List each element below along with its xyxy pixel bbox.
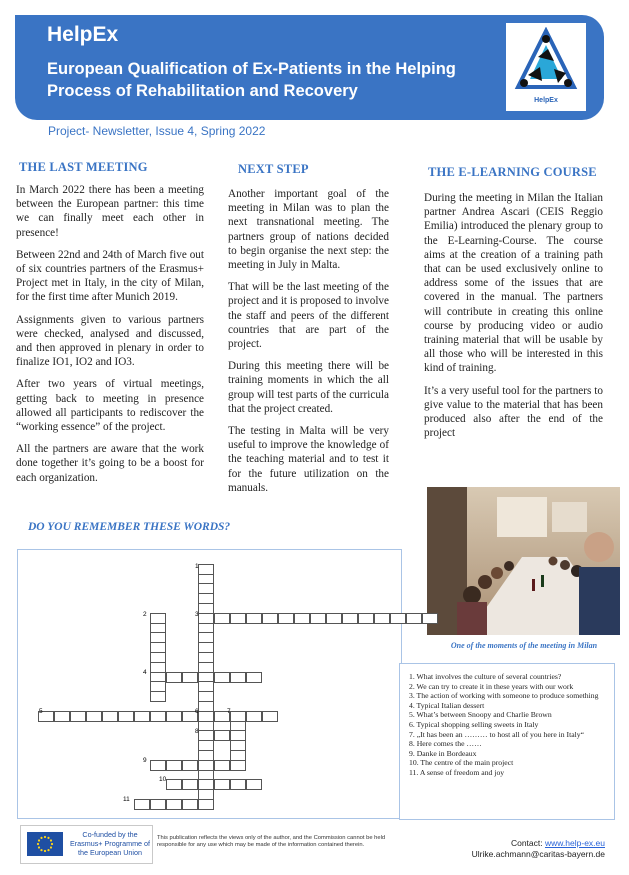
eu-flag-icon (27, 832, 63, 856)
website-link[interactable]: www.help-ex.eu (544, 838, 605, 848)
paragraph: Between 22nd and 24th of March five out of six countries partners of the Erasmus+ Project met in Italy, in the city of Milan, for the first time after Munich 2019. (16, 248, 204, 304)
crossword-cell[interactable] (118, 711, 134, 722)
clue-number: 9 (143, 757, 147, 764)
crossword-cell[interactable] (102, 711, 118, 722)
crossword-cell[interactable] (278, 613, 294, 624)
newsletter-header (15, 15, 604, 120)
paragraph: The testing in Malta will be very useful to improve the knowledge of the teaching material and to test it for the future utilization on the manuals. (228, 425, 389, 494)
crossword-cell[interactable] (182, 760, 198, 771)
crossword-cell[interactable] (422, 613, 438, 624)
clue-item: 3. The action of working with someone to produce something (409, 691, 599, 701)
last-meeting-heading: THE LAST MEETING (19, 160, 148, 174)
clue-number: 11 (123, 796, 130, 803)
paragraph: It’s a very useful tool for the partners to give value to the material that has been produced also after the end of the project (424, 384, 603, 440)
paragraph: During the meeting in Milan the Italian partner Andrea Ascari (CEIS Reggio Emilia) introduced the plenary group to the E-Learning-Course. The course aims at the creation of a training path that can be used exclusively online to address some of the issues that are covered in the manual. The partners will contribute in creating this online course by producing video or audio training material that will be usable by all those who will be interested in this kind of training. (424, 192, 603, 375)
clue-item: 8. Here comes the …… (409, 739, 482, 749)
eu-funding-badge (20, 825, 153, 864)
clue-number: 8 (195, 728, 199, 735)
meeting-photo (427, 487, 620, 635)
crossword-cell[interactable] (246, 672, 262, 683)
crossword-cell[interactable] (262, 613, 278, 624)
clue-item: 5. What’s between Snoopy and Charlie Brown (409, 710, 552, 720)
crossword-cell[interactable] (150, 711, 166, 722)
crossword-cell[interactable] (214, 760, 230, 771)
header-title: HelpEx (47, 23, 119, 46)
clue-item: 6. Typical shopping selling sweets in Italy (409, 719, 539, 729)
crossword-cell[interactable] (246, 779, 262, 790)
crossword-cell[interactable] (166, 779, 182, 790)
photo-caption: One of the moments of the meeting in Milan (450, 641, 598, 650)
crossword-cell[interactable] (214, 779, 230, 790)
crossword-cell[interactable] (166, 672, 182, 683)
clue-number: 2 (143, 611, 147, 618)
crossword-cell[interactable] (214, 730, 230, 741)
crossword-cell[interactable] (342, 613, 358, 624)
clue-item: 7. „It has been an ……… to host all of you here in Italy“ (409, 729, 585, 739)
paragraph: That will be the last meeting of the project and it is proposed to involve the staff and peers of the different countries that are part of the project. (228, 281, 389, 351)
meeting-photo-image (427, 487, 620, 635)
crossword-grid (18, 550, 401, 818)
triangle-logo-icon (514, 27, 578, 95)
crossword-cell[interactable] (134, 799, 150, 810)
crossword-cell[interactable] (182, 672, 198, 683)
clue-item: 10. The centre of the main project (409, 758, 514, 768)
crossword-cell[interactable] (166, 711, 182, 722)
paragraph: Assignments given to various partners were checked, analysed and discussed, and then approved in plenary in order to finalize IO1, IO2 and IO3. (16, 313, 204, 369)
contact-email[interactable]: Ulrike.achmann@caritas-bayern.de (471, 849, 605, 859)
paragraph: During this meeting there will be training moments in which the all group will test parts of the curricula that the project created. (228, 360, 389, 415)
crossword-cell[interactable] (166, 760, 182, 771)
crossword-frame (17, 549, 402, 819)
disclaimer: This publication reflects the views only of the author, and the Commission cannot be held responsible for any use which may be made of the information contained therein. (157, 835, 386, 848)
paragraph: Another important goal of the meeting in Milan was to plan the next transnational meeting. The partners group of nations decided to begin organise the next step: the meeting in July in Malta. (228, 188, 389, 272)
header-subtitle: European Qualification of Ex-Patients in the Helping Process of Rehabilitation and Recovery (47, 60, 456, 100)
elearning-column (424, 191, 603, 448)
crossword-cell[interactable] (406, 613, 422, 624)
crossword-cell[interactable] (294, 613, 310, 624)
last-meeting-column (16, 183, 204, 493)
crossword-cell[interactable] (150, 760, 166, 771)
crossword-cell[interactable] (326, 613, 342, 624)
crossword-cell[interactable] (166, 799, 182, 810)
elearning-heading: THE E-LEARNING COURSE (428, 165, 597, 179)
clue-item: 1. What involves the culture of several countries? (409, 672, 562, 681)
crossword-cell[interactable] (54, 711, 70, 722)
next-step-heading: NEXT STEP (238, 162, 309, 176)
crossword-cell[interactable] (70, 711, 86, 722)
clue-number: 5 (39, 708, 43, 715)
clue-item: 2. We can try to create it in these years with our work (409, 681, 574, 691)
clue-number: 10 (159, 776, 167, 783)
crossword-cell[interactable] (150, 691, 166, 702)
crossword-cell[interactable] (374, 613, 390, 624)
paragraph: All the partners are aware that the work done together it’s going to be a boost for each organization. (16, 443, 204, 484)
paragraph: After two years of virtual meetings, getting back to meeting in presence allowed all participants to rediscover the “working essence” of the project. (16, 378, 204, 434)
clue-number: 7 (227, 708, 231, 715)
issue-line: Project- Newsletter, Issue 4, Spring 2022 (48, 124, 266, 138)
crossword-cell[interactable] (230, 613, 246, 624)
logo-text: HelpEx (534, 97, 558, 104)
crossword-cell[interactable] (214, 672, 230, 683)
contact-block (430, 838, 605, 860)
clue-item: 4. Typical Italian dessert (409, 700, 485, 710)
paragraph: In March 2022 there has been a meeting between the European partner: this time we can finally meet each other in presence! (16, 184, 204, 239)
crossword-cell[interactable] (230, 779, 246, 790)
crossword-cell[interactable] (150, 799, 166, 810)
contact-label: Contact: (510, 838, 545, 848)
clue-number: 4 (143, 669, 147, 676)
crossword-cell[interactable] (198, 799, 214, 810)
clue-number: 1 (195, 563, 199, 570)
crossword-cell[interactable] (182, 799, 198, 810)
clue-item: 11. A sense of freedom and joy (409, 767, 505, 777)
crossword-cell[interactable] (182, 779, 198, 790)
eu-funding-text: Co-funded by the Erasmus+ Programme of the European Union (69, 830, 151, 857)
clue-number: 3 (195, 611, 199, 618)
clue-number: 6 (195, 708, 199, 715)
crossword-cell[interactable] (262, 711, 278, 722)
crossword-cell[interactable] (390, 613, 406, 624)
crossword-clues (399, 663, 615, 820)
crossword-cell[interactable] (230, 760, 246, 771)
crossword-cell[interactable] (246, 613, 262, 624)
crossword-cell[interactable] (310, 613, 326, 624)
crossword-cell[interactable] (358, 613, 374, 624)
crossword-cell[interactable] (246, 711, 262, 722)
helpex-logo (506, 23, 586, 111)
clue-item: 9. Danke in Bordeaux (409, 748, 477, 758)
crossword-cell[interactable] (214, 613, 230, 624)
crossword-heading: DO YOU REMEMBER THESE WORDS? (28, 521, 231, 533)
crossword-cell[interactable] (86, 711, 102, 722)
crossword-cell[interactable] (230, 672, 246, 683)
next-step-column (228, 187, 389, 503)
crossword-cell[interactable] (134, 711, 150, 722)
